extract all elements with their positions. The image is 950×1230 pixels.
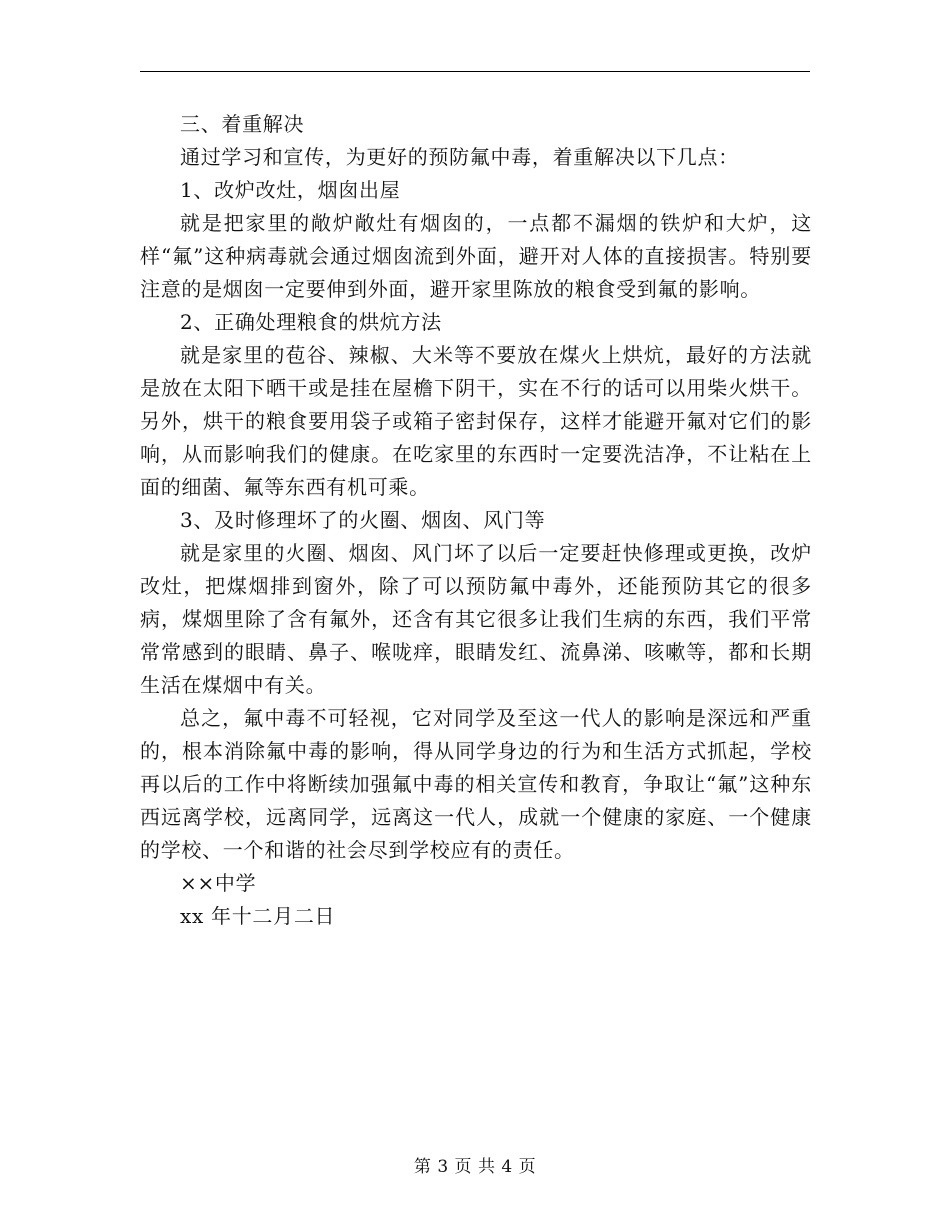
header-rule [140,71,810,72]
document-body [140,108,812,933]
section-heading: 三、着重解决 [180,112,305,136]
item-1-heading: 1、改炉改灶，烟囱出屋 [180,178,401,202]
signature-school: ××中学 [180,871,257,895]
item-2-paragraph: 就是家里的苞谷、辣椒、大米等不要放在煤火上烘炕，最好的方法就是放在太阳下晒干或是挂在屋檐下阴干，实在不行的话可以用柴火烘干。另外，烘干的粮食要用袋子或箱子密封保存，这样才能避开氟对它们的影响，从而影响我们的健康。在吃家里的东西时一定要洗洁净，不让粘在上面的细菌、氟等东西有机可乘。 [140,343,812,499]
item-3-paragraph: 就是家里的火圈、烟囱、风门坏了以后一定要赶快修理或更换，改炉改灶，把煤烟排到窗外，除了可以预防氟中毒外，还能预防其它的很多病，煤烟里除了含有氟外，还含有其它很多让我们生病的东西，我们平常常常感到的眼睛、鼻子、喉咙痒，眼睛发红、流鼻涕、咳嗽等，都和长期生活在煤烟中有关。 [140,541,812,697]
conclusion-paragraph: 总之，氟中毒不可轻视，它对同学及至这一代人的影响是深远和严重的，根本消除氟中毒的影响，得从同学身边的行为和生活方式抓起，学校再以后的工作中将断续加强氟中毒的相关宣传和教育，争取让“氟”这种东西远离学校，远离同学，远离这一代人，成就一个健康的家庭、一个健康的学校、一个和谐的社会尽到学校应有的责任。 [140,706,812,862]
item-2-heading: 2、正确处理粮食的烘炕方法 [180,310,442,334]
page-number: 第 3 页 共 4 页 [413,1157,537,1177]
intro-paragraph: 通过学习和宣传，为更好的预防氟中毒，着重解决以下几点： [180,145,739,169]
item-1-paragraph: 就是把家里的敞炉敞灶有烟囱的，一点都不漏烟的铁炉和大炉，这样“氟”这种病毒就会通过烟囱流到外面，避开对人体的直接损害。特别要注意的是烟囱一定要伸到外面，避开家里陈放的粮食受到氟的影响。 [140,211,812,301]
item-3-heading: 3、及时修理坏了的火圈、烟囱、风门等 [180,508,546,532]
signature-date: xx 年十二月二日 [180,904,336,928]
